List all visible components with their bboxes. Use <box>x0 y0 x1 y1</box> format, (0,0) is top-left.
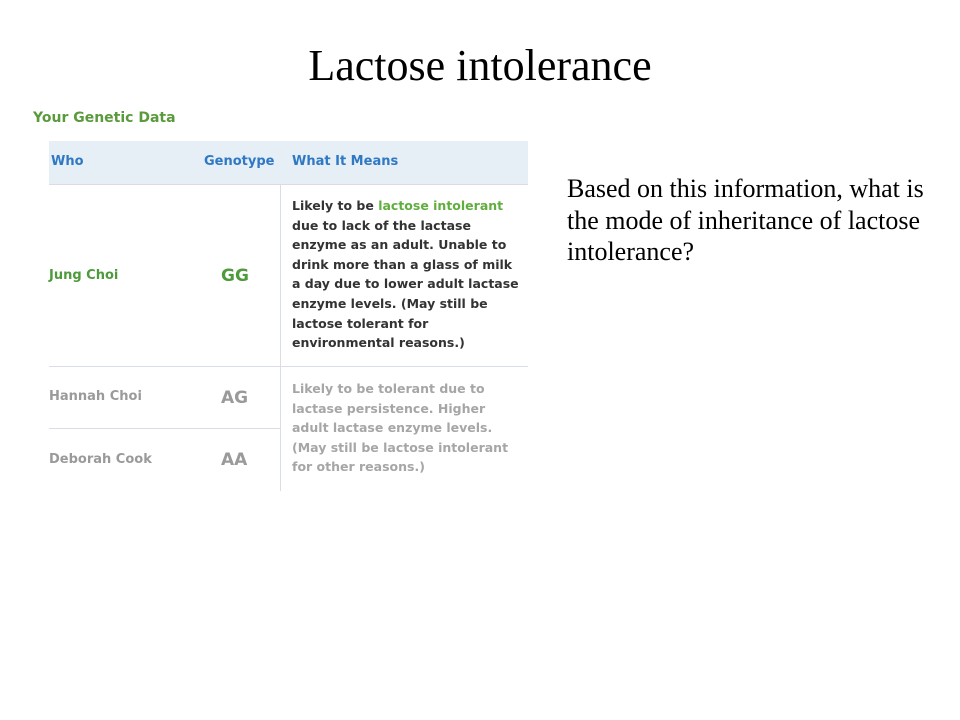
meaning-text: Likely to be <box>292 198 379 213</box>
genotype-meaning <box>292 196 522 353</box>
genetic-data-table <box>49 141 528 491</box>
person-name: Hannah Choi <box>49 389 142 404</box>
table-row-divider <box>49 366 528 367</box>
slide-title: Lactose intolerance <box>308 41 652 90</box>
genotype-value: GG <box>221 266 249 286</box>
table-header-row <box>49 141 528 185</box>
meaning-highlight: lactase persistence. <box>292 400 434 416</box>
genetic-data-label: Your Genetic Data <box>33 110 176 126</box>
table-row-divider <box>49 428 280 429</box>
meaning-text: due to lack of the lactase enzyme as an adult. Unable to drink more than a glass of milk a day due to lower adult lactase enzyme levels. (May still be lactose tolerant for environmental reasons.) <box>292 217 519 351</box>
table-column-divider <box>280 185 281 491</box>
person-name: Deborah Cook <box>49 452 152 467</box>
genotype-value: AG <box>221 388 249 408</box>
question-text: Based on this information, what is the mode of inheritance of lactose intolerance? <box>567 174 924 266</box>
column-header-genotype: Genotype <box>204 154 275 169</box>
meaning-text: Higher adult lactase enzyme levels. (May still be lactose intolerant for other reasons.) <box>292 400 509 475</box>
meaning-highlight: lactose intolerant <box>378 198 504 213</box>
person-name: Jung Choi <box>49 268 119 283</box>
meaning-text: Likely to be tolerant due to <box>292 381 485 396</box>
column-header-meaning: What It Means <box>292 154 399 169</box>
genotype-value: AA <box>221 450 248 470</box>
column-header-who: Who <box>51 154 84 169</box>
shared-genotype-meaning <box>292 379 522 477</box>
